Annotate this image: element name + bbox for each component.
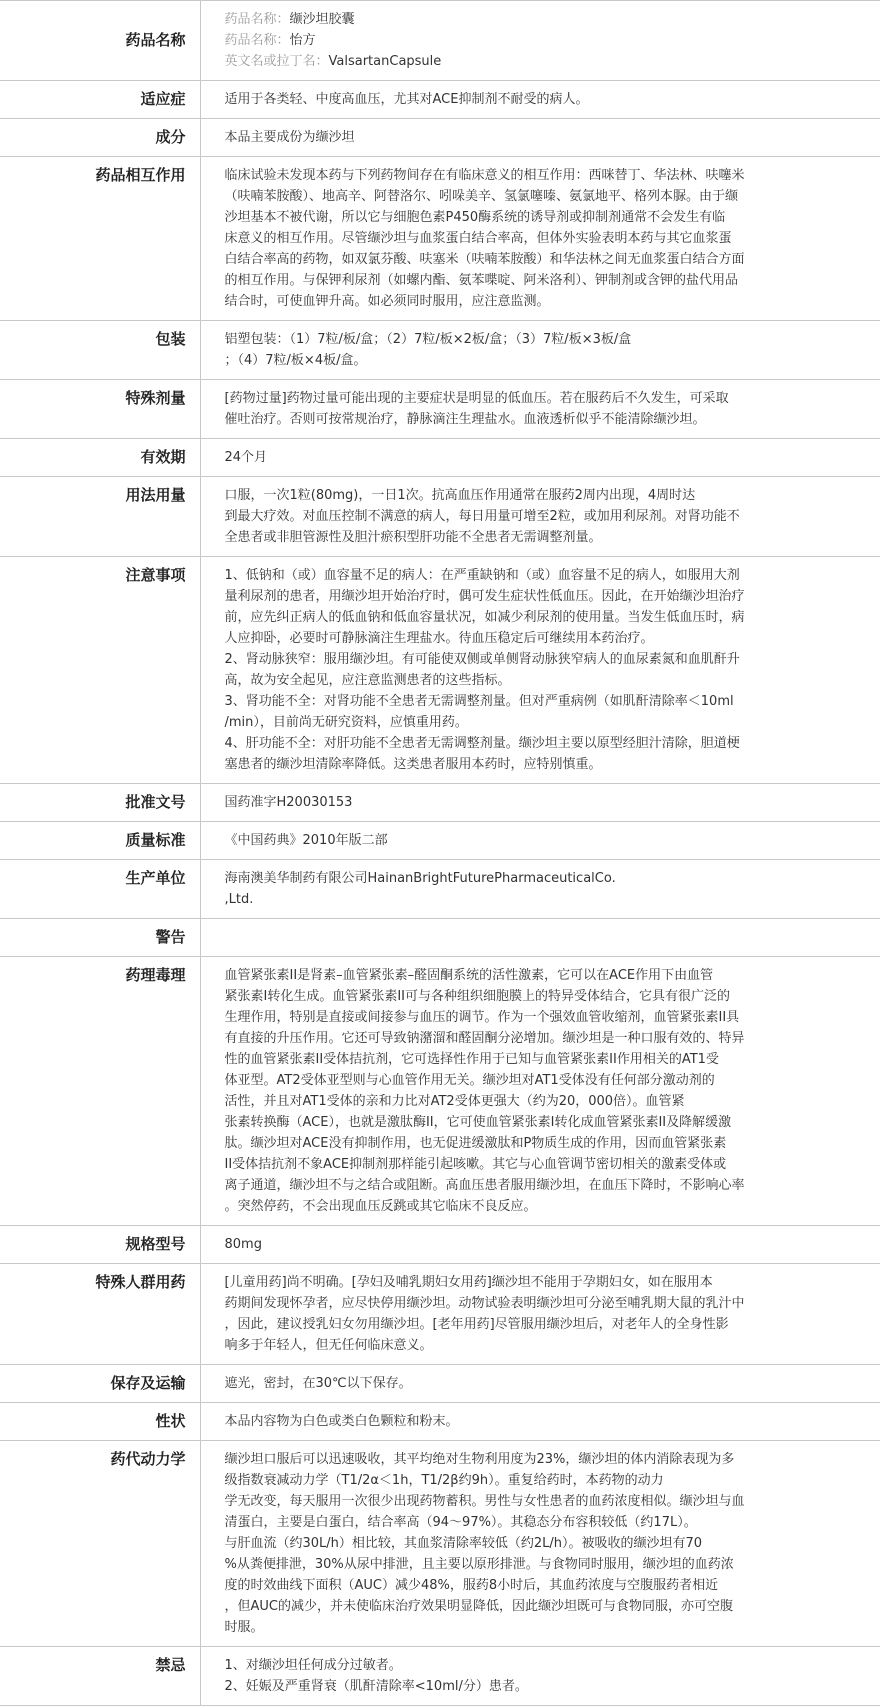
spec-value-line: 适用于各类轻、中度高血压，尤其对ACE抑制剂不耐受的病人。 <box>224 92 589 107</box>
spec-value-line: 80mg <box>224 1237 262 1252</box>
spec-value-line: ；（4）7粒/板×4板/盒。 <box>224 353 367 368</box>
spec-value-line: 本品主要成份为缬沙坦 <box>224 130 355 145</box>
spec-value <box>200 81 880 119</box>
spec-value-line: II受体拮抗剂不象ACE抑制剂那样能引起咳嗽。其它与心血管调节密切相关的激素受体或 <box>224 1157 727 1172</box>
spec-label: 包装 <box>0 321 200 380</box>
spec-value-line: 响多于年轻人，但无任何临床意义。 <box>224 1338 433 1353</box>
spec-value-line: 血管紧张素II是肾素–血管紧张素–醛固酮系统的活性激素，它可以在ACE作用下由血管 <box>224 968 714 983</box>
generic-name-value: 缬沙坦胶囊 <box>289 12 355 27</box>
spec-value <box>200 919 880 957</box>
spec-label: 适应症 <box>0 81 200 119</box>
spec-row <box>0 439 880 477</box>
spec-value-line: 国药准字H20030153 <box>224 795 353 810</box>
spec-value <box>200 1226 880 1264</box>
spec-value-line: 沙坦基本不被代谢，所以它与细胞色素P450酶系统的诱导剂或抑制剂通常不会发生有临 <box>224 210 726 225</box>
spec-value-line: 时服。 <box>224 1620 264 1635</box>
spec-value <box>200 957 880 1226</box>
spec-value <box>200 557 880 784</box>
spec-row <box>0 157 880 321</box>
spec-value-line: 有直接的升压作用。它还可导致钠潴溜和醛固酮分泌增加。缬沙坦是一种口服有效的、特异 <box>224 1031 745 1046</box>
spec-value-line: 催吐治疗。否则可按常规治疗，静脉滴注生理盐水。血液透析似乎不能清除缬沙坦。 <box>224 412 706 427</box>
spec-value-line: 结合时，可使血钾升高。如必须同时服用，应注意监测。 <box>224 294 550 309</box>
spec-value <box>200 1441 880 1647</box>
spec-value-line: 性的血管紧张素II受体拮抗剂，它可选择性作用于已知与血管紧张素II作用相关的AT1受 <box>224 1052 719 1067</box>
spec-label: 用法用量 <box>0 477 200 557</box>
spec-row <box>0 1264 880 1365</box>
spec-row <box>0 380 880 439</box>
spec-value <box>200 439 880 477</box>
english-name-value: ValsartanCapsule <box>328 54 442 69</box>
spec-value <box>200 477 880 557</box>
spec-value-line: 缬沙坦口服后可以迅速吸收，其平均绝对生物利用度为23%，缬沙坦的体内消除表现为多 <box>224 1452 735 1467</box>
spec-value-line: 塞患者的缬沙坦清除率降低。这类患者服用本药时，应特别慎重。 <box>224 757 602 772</box>
spec-value-line: 临床试验未发现本药与下列药物间存在有临床意义的相互作用：西咪替丁、华法林、呋噻米 <box>224 168 745 183</box>
spec-value <box>200 822 880 860</box>
spec-value <box>200 380 880 439</box>
spec-label: 保存及运输 <box>0 1365 200 1403</box>
spec-value-line: 级指数衰减动力学（T1/2α＜1h，T1/2β约9h）。重复给药时，本药物的动力 <box>224 1473 664 1488</box>
brand-name-line <box>225 30 871 51</box>
spec-row <box>0 81 880 119</box>
spec-row <box>0 1365 880 1403</box>
spec-value-line: %从粪便排泄，30%从尿中排泄，且主要以原形排泄。与食物同时服用，缬沙坦的血药浓 <box>224 1557 734 1572</box>
spec-row <box>0 1226 880 1264</box>
english-name-key: 英文名或拉丁名： <box>224 54 329 69</box>
spec-value-line: 活性，并且对AT1受体的亲和力比对AT2受体更强大（约为20，000倍）。血管紧 <box>224 1094 685 1109</box>
spec-value-line: 床意义的相互作用。尽管缬沙坦与血浆蛋白结合率高，但体外实验表明本药与其它血浆蛋 <box>224 231 732 246</box>
spec-label: 质量标准 <box>0 822 200 860</box>
spec-row <box>0 1441 880 1647</box>
spec-row <box>0 1647 880 1706</box>
spec-value-line: 紧张素I转化生成。血管紧张素II可与各种组织细胞膜上的特异受体结合，它具有很广泛的 <box>224 989 731 1004</box>
spec-value <box>200 1 880 81</box>
spec-label: 批准文号 <box>0 784 200 822</box>
spec-label: 有效期 <box>0 439 200 477</box>
spec-row <box>0 860 880 919</box>
spec-row <box>0 919 880 957</box>
spec-value <box>200 1647 880 1706</box>
spec-label: 禁忌 <box>0 1647 200 1706</box>
spec-value-line: 药期间发现怀孕者，应尽快停用缬沙坦。动物试验表明缬沙坦可分泌至哺乳期大鼠的乳汁中 <box>224 1296 745 1311</box>
spec-value-line: 到最大疗效。对血压控制不满意的病人，每日用量可增至2粒，或加用利尿剂。对肾功能不 <box>224 509 740 524</box>
brand-name-value: 怡方 <box>289 33 316 48</box>
spec-value-line: ，但AUC的减少，并未使临床治疗效果明显降低，因此缬沙坦既可与食物同服，亦可空腹 <box>224 1599 733 1614</box>
spec-value-line: 2、肾动脉狭窄：服用缬沙坦。有可能使双侧或单侧肾动脉狭窄病人的血尿素氮和血肌酐升 <box>224 652 740 667</box>
spec-value <box>200 321 880 380</box>
spec-row <box>0 784 880 822</box>
spec-row <box>0 557 880 784</box>
spec-value-line: 度的时效曲线下面积（AUC）减少48%，服药8小时后，其血药浓度与空腹服药者相近 <box>224 1578 719 1593</box>
spec-label: 规格型号 <box>0 1226 200 1264</box>
spec-value-line: 白结合率高的药物，如双氯芬酸、呋塞米（呋喃苯胺酸）和华法林之间无血浆蛋白结合方面 <box>224 252 745 267</box>
spec-value-line: 体亚型。AT2受体亚型则与心血管作用无关。缬沙坦对AT1受体没有任何部分激动剂的 <box>224 1073 715 1088</box>
spec-value-line: （呋喃苯胺酸）、地高辛、阿替洛尔、吲哚美辛、氢氯噻嗪、氨氯地平、格列本脲。由于缬 <box>224 189 739 204</box>
spec-value-line: 遮光，密封，在30℃以下保存。 <box>224 1376 412 1391</box>
spec-value-line: [药物过量]药物过量可能出现的主要症状是明显的低血压。若在服药后不久发生，可采取 <box>224 391 729 406</box>
spec-value-line: 4、肝功能不全：对肝功能不全患者无需调整剂量。缬沙坦主要以原型经胆汁清除，胆道梗 <box>224 736 740 751</box>
spec-value-line: 2、妊娠及严重肾衰（肌酐清除率<10ml/分）患者。 <box>224 1679 528 1694</box>
spec-row-drug-name <box>0 1 880 81</box>
spec-value-line: 。突然停药，不会出现血压反跳或其它临床不良反应。 <box>224 1199 537 1214</box>
spec-value <box>200 1365 880 1403</box>
spec-value-line: /min），目前尚无研究资料，应慎重用药。 <box>224 715 468 730</box>
spec-value <box>200 860 880 919</box>
spec-value-line: 学无改变，每天服用一次很少出现药物蓄积。男性与女性患者的血药浓度相似。缬沙坦与血 <box>224 1494 745 1509</box>
spec-value-line: 本品内容物为白色或类白色颗粒和粉末。 <box>224 1414 459 1429</box>
spec-value <box>200 157 880 321</box>
spec-row <box>0 477 880 557</box>
spec-label: 特殊剂量 <box>0 380 200 439</box>
spec-label: 药品相互作用 <box>0 157 200 321</box>
spec-value-line: 1、低钠和（或）血容量不足的病人：在严重缺钠和（或）血容量不足的病人，如服用大剂 <box>224 568 740 583</box>
spec-value-line: 3、肾功能不全：对肾功能不全患者无需调整剂量。但对严重病例（如肌酐清除率＜10ml <box>224 694 734 709</box>
spec-label: 生产单位 <box>0 860 200 919</box>
spec-value-line: 《中国药典》2010年版二部 <box>224 833 388 848</box>
spec-label: 注意事项 <box>0 557 200 784</box>
english-name-line <box>225 51 871 72</box>
spec-label: 性状 <box>0 1403 200 1441</box>
spec-value-line: 24个月 <box>224 450 268 465</box>
spec-value-line: 前，应先纠正病人的低血钠和低血容量状况，如减少利尿剂的使用量。当发生低血压时，病 <box>224 610 745 625</box>
spec-value-line <box>225 927 871 948</box>
spec-label: 药代动力学 <box>0 1441 200 1647</box>
spec-row <box>0 1403 880 1441</box>
generic-name-key: 药品名称： <box>224 12 290 27</box>
spec-value-line: ，因此，建议授乳妇女勿用缬沙坦。[老年用药]尽管服用缬沙坦后，对老年人的全身性影 <box>224 1317 729 1332</box>
spec-label: 特殊人群用药 <box>0 1264 200 1365</box>
spec-value <box>200 784 880 822</box>
spec-value-line: 口服，一次1粒(80mg)，一日1次。抗高血压作用通常在服药2周内出现，4周时达 <box>224 488 696 503</box>
spec-value <box>200 1264 880 1365</box>
brand-name-key: 药品名称： <box>224 33 290 48</box>
spec-row <box>0 957 880 1226</box>
spec-value-line: 离子通道，缬沙坦不与之结合或阻断。高血压患者服用缬沙坦，在血压下降时，不影响心率 <box>224 1178 745 1193</box>
spec-label: 警告 <box>0 919 200 957</box>
spec-value-line: 全患者或非胆管源性及胆汁瘀积型肝功能不全患者无需调整剂量。 <box>224 530 602 545</box>
spec-label: 成分 <box>0 119 200 157</box>
spec-value-line: 清蛋白，主要是白蛋白，结合率高（94～97%）。其稳态分布容积较低（约17L）。 <box>224 1515 697 1530</box>
spec-value-line: 高，故为安全起见，应注意监测患者的这些指标。 <box>224 673 511 688</box>
spec-value-line: [儿童用药]尚不明确。[孕妇及哺乳期妇女用药]缬沙坦不能用于孕期妇女，如在服用本 <box>224 1275 713 1290</box>
spec-row <box>0 119 880 157</box>
spec-row <box>0 321 880 380</box>
spec-row <box>0 822 880 860</box>
spec-value <box>200 1403 880 1441</box>
spec-label: 药理毒理 <box>0 957 200 1226</box>
spec-value-line: 铝塑包装：（1）7粒/板/盒；（2）7粒/板×2板/盒；（3）7粒/板×3板/盒 <box>224 332 632 347</box>
spec-value-line: 与肝血流（约30L/h）相比较，其血浆清除率较低（约2L/h）。被吸收的缬沙坦有70 <box>224 1536 703 1551</box>
spec-value-line: 的相互作用。与保钾利尿剂（如螺内酯、氨苯喋啶、阿米洛利）、钾制剂或含钾的盐代用品 <box>224 273 739 288</box>
spec-value-line: 肽。缬沙坦对ACE没有抑制作用，也无促进缓激肽和P物质生成的作用，因而血管紧张素 <box>224 1136 727 1151</box>
spec-value-line: 张素转换酶（ACE），也就是激肽酶II，它可使血管紧张素I转化成血管紧张素II及降解缓激 <box>224 1115 732 1130</box>
spec-value-line: 生理作用，特别是直接或间接参与血压的调节。作为一个强效血管收缩剂，血管紧张素II具 <box>224 1010 740 1025</box>
generic-name-line <box>225 9 871 30</box>
spec-value-line: 人应抑卧，必要时可静脉滴注生理盐水。待血压稳定后可继续用本药治疗。 <box>224 631 654 646</box>
spec-value-line: 海南澳美华制药有限公司HainanBrightFuturePharmaceuticalCo. <box>224 871 616 886</box>
spec-value-line: 量利尿剂的患者，用缬沙坦开始治疗时，偶可发生症状性低血压。因此，在开始缬沙坦治疗 <box>224 589 745 604</box>
spec-value-line: 1、对缬沙坦任何成分过敏者。 <box>224 1658 402 1673</box>
spec-label: 药品名称 <box>0 1 200 81</box>
spec-value <box>200 119 880 157</box>
spec-value-line: ,Ltd. <box>224 892 254 907</box>
